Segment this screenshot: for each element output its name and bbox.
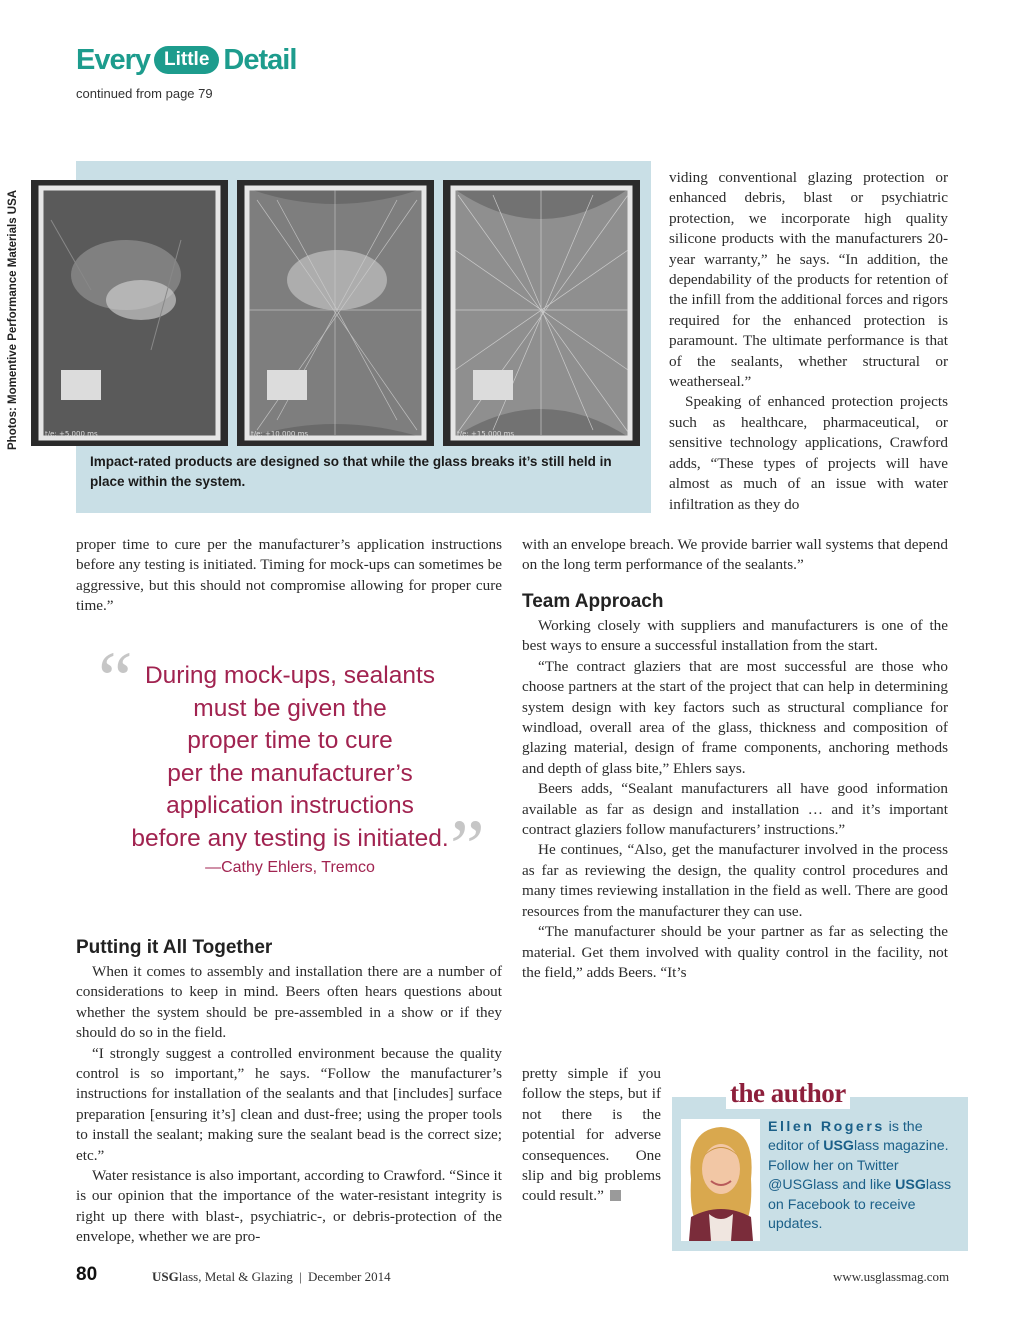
paragraph — [522, 1064, 661, 1207]
paragraph: “I strongly suggest a controlled environment because the quality control is so important,” he says. “Follow the manufacturer’s instructions for installation of the sealants and that [includes] surface preparation [ensuring it’s] clean and dust-free; using the proper tools to install the sealant; making sure the sealant bead is the correct size; etc.” — [76, 1044, 502, 1164]
author-brand-b: lass — [853, 1138, 880, 1155]
footer-publication — [152, 1269, 391, 1285]
heading-putting-it-all-together: Putting it All Together — [76, 937, 273, 958]
left-para-top — [76, 535, 502, 617]
brand-word-detail: Detail — [223, 43, 297, 76]
pull-quote — [100, 660, 480, 855]
paragraph: When it comes to assembly and installation there are a number of considerations to keep in mind. Beers often hears questions about whether the system should be pre-assembled in a show or if they should do so in the field. — [76, 963, 502, 1042]
footer-separator: | — [299, 1269, 302, 1284]
quote-line: application instructions — [166, 792, 414, 819]
footer-pub-a: USG — [152, 1269, 179, 1284]
frame-label-3: t/e: +15.000 ms — [457, 430, 515, 438]
photo-frame-3 — [443, 180, 640, 446]
quote-attribution: —Cathy Ehlers, Tremco — [205, 859, 375, 876]
author-box-title: the author — [726, 1078, 850, 1109]
author-brand-a: USG — [823, 1138, 854, 1155]
brand-word-every: Every — [76, 43, 151, 76]
author-photo — [681, 1119, 760, 1241]
photo-credit: Photos: Momentive Performance Materials USA — [7, 189, 19, 450]
paragraph: Water resistance is also important, according to Crawford. “Since it is our opinion that the importance of the water-resistant integrity is right up there with blast-, psychiatric-, or debris-protection of the envelope, whether we are pro- — [76, 1167, 502, 1246]
photo-frame-2 — [237, 180, 434, 446]
photo-caption: Impact-rated products are designed so that while the glass breaks it’s still held in place within the system. — [90, 454, 612, 489]
author-brand-b-2: lass — [925, 1177, 952, 1194]
photo-panel — [45, 161, 651, 513]
paragraph: “The manufacturer should be your partner as far as selecting the material. Get them involved with quality control in the facility, not the field,” adds Beers. “It’s — [522, 923, 948, 981]
quote-line: must be given the — [193, 694, 387, 722]
right-body-top — [669, 168, 948, 515]
left-body — [76, 962, 502, 1248]
quote-line: During mock-ups, sealants — [144, 662, 436, 689]
paragraph: Working closely with suppliers and manufacturers is one of the best ways to ensure a successful installation from the start. — [522, 617, 948, 655]
frame-label-2: t/e: +10.000 ms — [251, 430, 309, 438]
author-bio-1: is the editor of — [768, 1119, 923, 1155]
paragraph-text: pretty simple if you follow the steps, but if not there is the potential for adverse consequences. One slip and big problems could result.” — [522, 1065, 661, 1205]
section-brand — [76, 42, 296, 78]
right-body-team — [522, 616, 948, 983]
footer-issue: December 2014 — [307, 1269, 391, 1284]
author-bio-2: magazine. Follow her on Twitter @USGlass and like — [768, 1138, 949, 1194]
paragraph: Beers adds, “Sealant manufacturers all have good information available as far as design and installation … and it’s important contract glaziers follow manufacturers’ instructions.” — [522, 780, 948, 839]
right-body-wide — [522, 535, 948, 576]
page-number: 80 — [76, 1264, 98, 1285]
footer-pub-b: lass, Metal & Glazing — [178, 1269, 293, 1284]
paragraph: Speaking of enhanced protection projects such as healthcare, pharmaceutical, or sensitive technology applications, Crawford adds, “These types of projects will have almost as much of an issue with water infiltration as they do — [669, 393, 948, 513]
brand-word-little: Little — [154, 46, 219, 74]
heading-team-approach: Team Approach — [522, 591, 664, 612]
paragraph: He continues, “Also, get the manufacturer involved in the process as far as reviewing the design, the quality control procedures and many times reviewing installation in the field as well. There are good resources from the manufacturer they can use. — [522, 841, 948, 920]
author-brand-a-2: USG — [895, 1177, 926, 1194]
paragraph: viding conventional glazing protection or enhanced debris, blast or psychiatric protection, we incorporate high quality silicone products with the manufacturers 20-year warranty,” he says. “In addition, the dependability of the products for retention of the infill from the additional forces and rigors required for the enhanced protection is paramount. The ultimate performance is that of the sealants, whether structural or weatherseal.” — [669, 169, 948, 391]
quote-line: proper time to cure — [187, 727, 393, 754]
frame-label-1: t/e: +5.000 ms — [45, 430, 98, 438]
author-bio — [768, 1118, 960, 1234]
right-body-narrow — [522, 1064, 661, 1207]
author-name: Ellen Rogers — [768, 1119, 885, 1135]
open-quote-mark: “ — [98, 635, 133, 722]
continued-note: continued from page 79 — [76, 86, 213, 101]
paragraph: proper time to cure per the manufacturer’s application instructions before any testing is initiated. Timing for mock-ups can sometimes be aggressive, but this should not compromise allowing for proper cure time.” — [76, 536, 502, 615]
quote-line: before any testing is initiated. — [131, 824, 449, 852]
quote-line: per the manufacturer’s — [167, 759, 413, 787]
end-mark-icon — [610, 1190, 621, 1201]
paragraph: with an envelope breach. We provide barrier wall systems that depend on the long term performance of the sealants.” — [522, 536, 948, 574]
author-bio-3: on Facebook to receive updates. — [768, 1196, 916, 1233]
photo-frame-1 — [31, 180, 228, 446]
close-quote-mark: ” — [450, 803, 485, 890]
footer-url: www.usglassmag.com — [833, 1269, 950, 1284]
paragraph: “The contract glaziers that are most successful are those who choose partners at the start of the project that can help in determining system design with key factors such as structural compliance for windload, overall area of the glass, thickness and composition of glazing material, design of frame components, anchoring methods and depth of glass bite,” Ehlers says. — [522, 657, 948, 777]
